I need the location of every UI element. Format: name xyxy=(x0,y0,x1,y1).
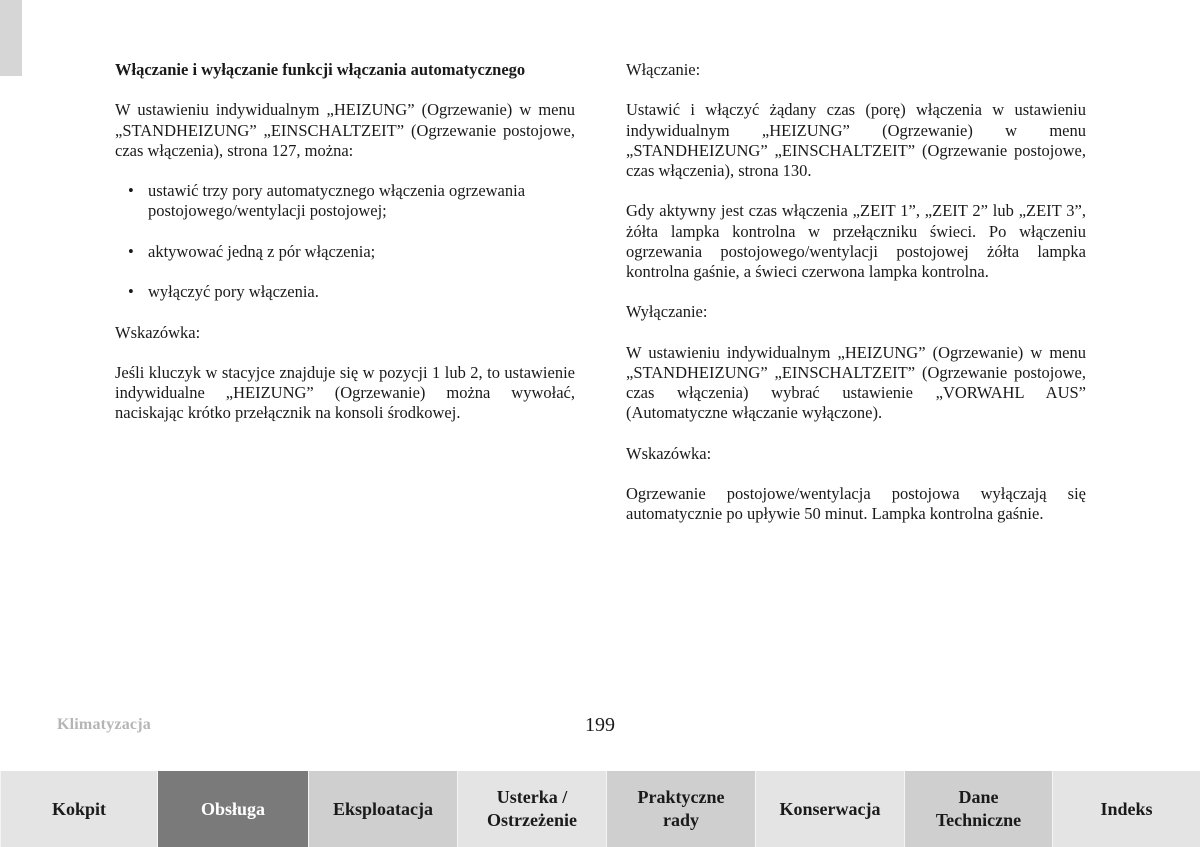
nav-tab-dane-techniczne[interactable]: Dane Techniczne xyxy=(904,771,1052,847)
switch-on-paragraph: Ustawić i włączyć żądany czas (porę) włączenia w ustawieniu indywidualnym „HEIZUNG” (Ogrzewanie) w menu „STANDHEIZUNG” „EINSCHALTZEIT” (Ogrzewanie postojowe, czas włączenia), strona 130. xyxy=(626,100,1086,180)
note-label: Wskazówka: xyxy=(626,443,712,463)
bullet-icon: • xyxy=(128,241,134,261)
page-edge-marker xyxy=(0,0,22,76)
nav-tab-kokpit[interactable]: Kokpit xyxy=(0,771,157,847)
switch-on-label: Włączanie: xyxy=(626,60,701,79)
note-paragraph: Ogrzewanie postojowe/wentylacja postojowa wyłączają się automatycznie po upływie 50 minut. Lampka kontrolna gaśnie. xyxy=(626,484,1086,524)
nav-tab-praktyczne-rady[interactable]: Praktyczne rady xyxy=(606,771,755,847)
options-list xyxy=(115,181,575,302)
switch-off-label: Wyłączanie: xyxy=(626,302,708,322)
switch-off-paragraph: W ustawieniu indywidualnym „HEIZUNG” (Ogrzewanie) w menu „STANDHEIZUNG” „EINSCHALTZEIT” (Ogrzewanie postojowe, czas włączenia) wybrać ustawienie „VORWAHL AUS” (Automatyczne włączanie wyłączone). xyxy=(626,342,1086,423)
page-number: 199 xyxy=(585,714,615,736)
section-label: Klimatyzacja xyxy=(57,716,151,733)
list-item: • ustawić trzy pory automatycznego włączenia ogrzewania postojowego/wentylacji postojowej; xyxy=(128,181,526,221)
nav-tab-usterka[interactable]: Usterka / Ostrzeżenie xyxy=(457,771,606,847)
list-item: • aktywować jedną z pór włączenia; xyxy=(128,241,376,261)
left-column xyxy=(115,60,575,444)
note-label: Wskazówka: xyxy=(115,322,201,342)
nav-tab-konserwacja[interactable]: Konserwacja xyxy=(755,771,904,847)
nav-tab-eksploatacja[interactable]: Eksploatacja xyxy=(308,771,457,847)
list-item: • wyłączyć pory włączenia. xyxy=(128,282,319,302)
bullet-icon: • xyxy=(128,282,134,302)
active-time-paragraph: Gdy aktywny jest czas włączenia „ZEIT 1”, „ZEIT 2” lub „ZEIT 3”, żółta lampka kontrolna w przełączniku świeci. Po włączeniu ogrzewania postojowego/wentylacji postojowej żółta lampka kontrolna gaśnie, a świeci czerwona lampka kontrolna. xyxy=(626,201,1086,281)
nav-tab-indeks[interactable]: Indeks xyxy=(1052,771,1200,847)
nav-tab-obsluga[interactable]: Obsługa xyxy=(157,771,308,847)
section-heading: Włączanie i wyłączanie funkcji włączania automatycznego xyxy=(115,60,526,79)
right-column xyxy=(626,60,1086,545)
note-paragraph: Jeśli kluczyk w stacyjce znajduje się w pozycji 1 lub 2, to ustawienie indywidualne „HEIZUNG” (Ogrzewanie) można wywołać, naciskając krótko przełącznik na konsoli środkowej. xyxy=(115,362,575,423)
bullet-icon: • xyxy=(128,181,134,201)
chapter-nav-bar xyxy=(0,771,1200,847)
intro-paragraph: W ustawieniu indywidualnym „HEIZUNG” (Ogrzewanie) w menu „STANDHEIZUNG” „EINSCHALTZEIT” (Ogrzewanie postojowe, czas włączenia), strona 127, można: xyxy=(115,100,575,160)
